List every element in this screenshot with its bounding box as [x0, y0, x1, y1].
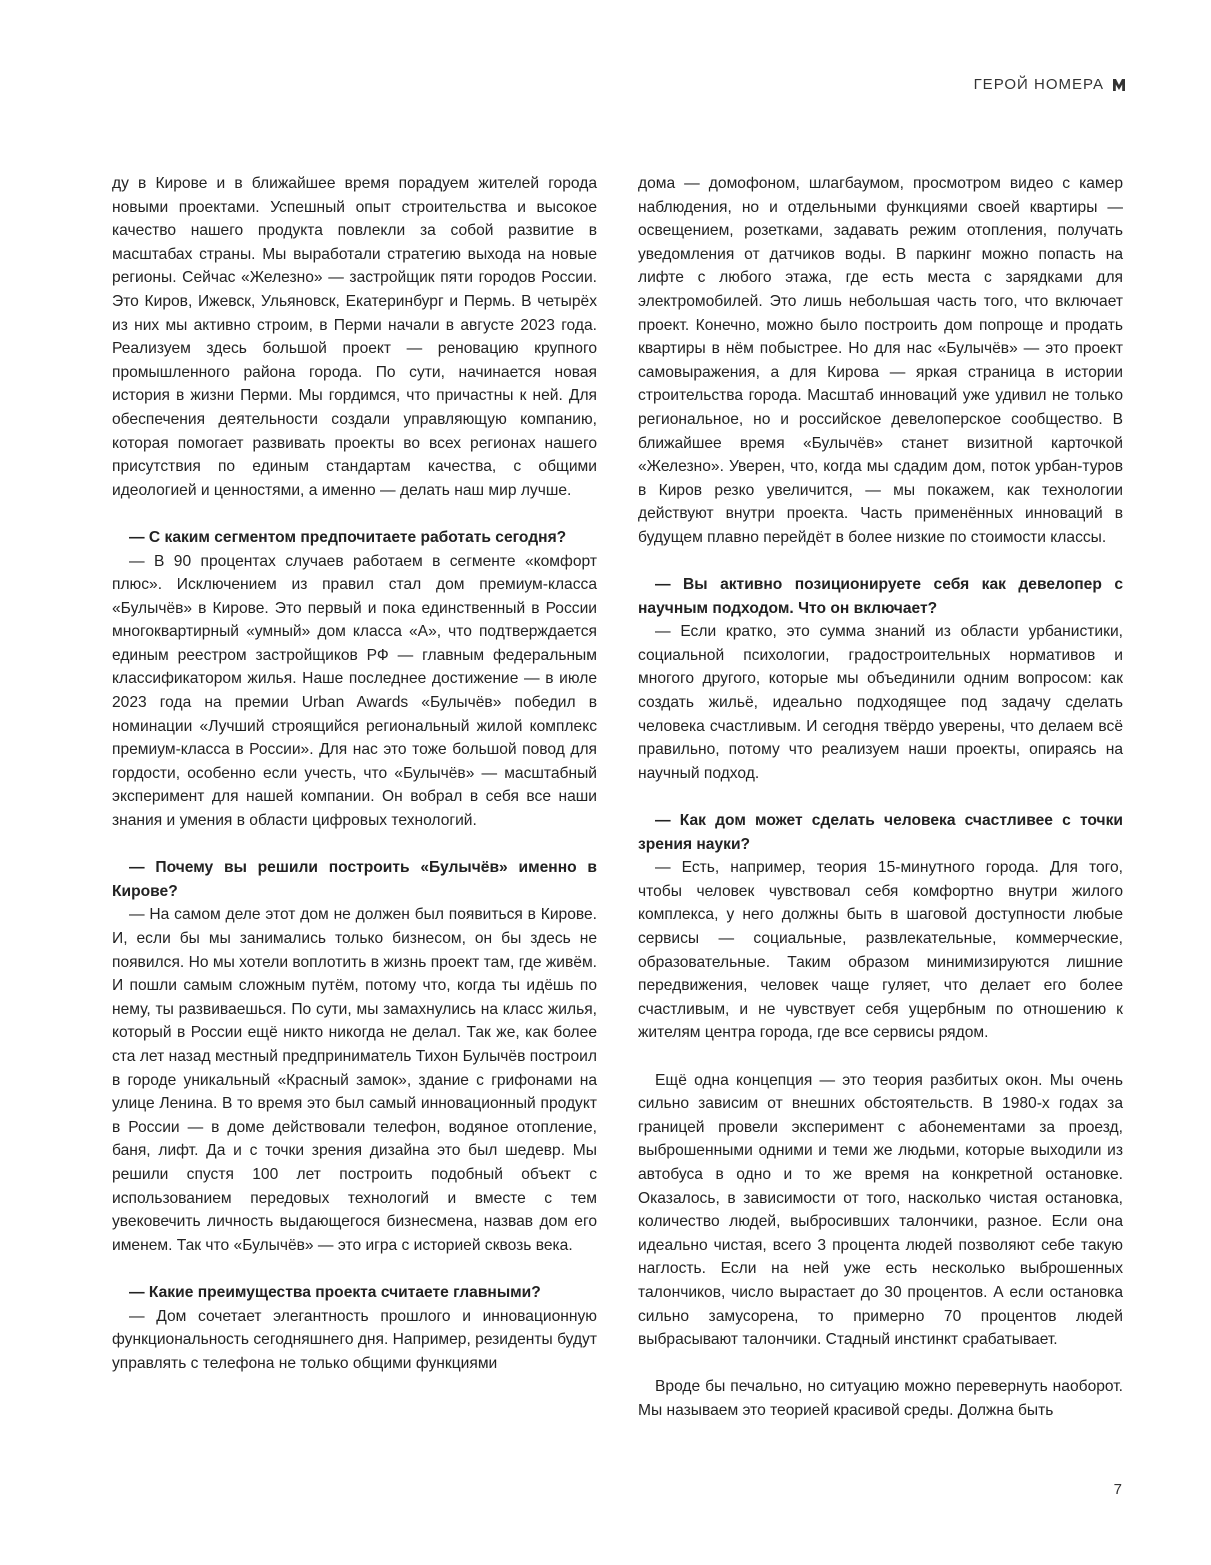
paragraph-continuation: дома — домофоном, шлагбаумом, просмотром видео с камер наблюдения, но и отдельными функциями своей квартиры — освещением, розетками, задавать режим отопления, получать уведомления от датчиков воды. В паркинг можно попасть на лифте с любого этажа, где есть места с зарядками для электромобилей. Это лишь небольшая часть того, что включает проект. Конечно, можно было построить дом попроще и продать квартиры в нём побыстрее. Но для нас «Булычёв» — это проект самовыражения, а для Кирова — яркая страница в истории строительства города. Масштаб инноваций уже удивил не только региональное, но и российское девелоперское сообщество. В ближайшее время «Булычёв» станет визитной карточкой «Железно». Уверен, что, когда мы сдадим дом, поток урбан-туров в Киров резко увеличится, — мы покажем, как технологии действуют внутри проекта. Часть применённых инноваций в будущем плавно перейдёт в более низкие по стоимости классы.: [638, 175, 1123, 546]
interview-answer: — Если кратко, это сумма знаний из области урбанистики, социальной психологии, градостроительных нормативов и многого другого, которые мы объединили одним вопросом: как создать жильё, идеально подходящее под задачу сделать человека счастливым. И сегодня твёрдо уверены, что делаем всё правильно, потому что реализуем наши проекты, опираясь на научный подход.: [638, 623, 1123, 782]
running-header: [974, 76, 1125, 93]
interview-question: — Почему вы решили построить «Булычёв» именно в Кирове?: [112, 859, 597, 900]
interview-question: — Вы активно позиционируете себя как девелопер с научным подходом. Что он включает?: [638, 576, 1123, 617]
interview-question: — С каким сегментом предпочитаете работать сегодня?: [129, 528, 567, 546]
paragraph-continuation: ду в Кирове и в ближайшее время порадуем жителей города новыми проектами. Успешный опыт строительства и высокое качество нашего продукта повлекли за собой развитие в масштабах страны. Мы выработали стратегию выхода на новые регионы. Сейчас «Железно» — застройщик пяти городов России. Это Киров, Ижевск, Ульяновск, Екатеринбург и Пермь. В четырёх из них мы активно строим, в Перми начали в августе 2023 года. Реализуем здесь большой проект — реновацию крупного промышленного района города. По сути, начинается новая история в жизни Перми. Мы гордимся, что причастны к ней. Для обеспечения деятельности создали управляющую компанию, которая помогает развивать проекты во всех регионах нашего присутствия по единым стандартам качества, с общими идеологией и ценностями, а именно — делать наш мир лучше.: [112, 175, 597, 499]
interview-answer: — Есть, например, теория 15-минутного города. Для того, чтобы человек чувствовал себя комфортно внутри жилого комплекса, у него должны быть в шаговой доступности любые сервисы — социальные, развлекательные, коммерческие, образовательные. Таким образом минимизируются лишние передвижения, человек чаще гуляет, что делает его более счастливым, и не чувствует себя ущербным по отношению к жителям центра города, где все сервисы рядом.: [638, 859, 1123, 1042]
article-column-right: [638, 172, 1123, 1422]
section-title: ГЕРОЙ НОМЕРА: [973, 76, 1104, 93]
page-number: 7: [1113, 1481, 1122, 1498]
interview-answer: — Дом сочетает элегантность прошлого и инновационную функциональность сегодняшнего дня. Например, резиденты будут управлять с телефона не только общими функциями: [112, 1307, 597, 1372]
interview-answer: — На самом деле этот дом не должен был появиться в Кирове. И, если бы мы занимались только бизнесом, он бы здесь не появился. Но мы хотели воплотить в жизнь проект там, где живём. И пошли самым сложным путём, потому что, когда ты идёшь по нему, ты развиваешься. По сути, мы замахнулись на класс жилья, который в России ещё никто никогда не делал. Так же, как более ста лет назад местный предприниматель Тихон Булычёв построил в городе уникальный «Красный замок», здание с грифонами на улице Ленина. В то время это был самый инновационный продукт в России — в доме действовали телефон, водяное отопление, баня, лифт. Да и с точки зрения дизайна это был шедевр. Мы решили спустя 100 лет построить подобный объект с использованием передовых технологий и вместе с тем увековечить личность выдающегося бизнесмена, назвав дом его именем. Так что «Булычёв» — это игра с историей сквозь века.: [112, 906, 597, 1254]
interview-question: — Какие преимущества проекта считаете главными?: [129, 1283, 541, 1301]
interview-question: — Как дом может сделать человека счастливее с точки зрения науки?: [638, 812, 1123, 853]
body-paragraph: Ещё одна концепция — это теория разбитых окон. Мы очень сильно зависим от внешних обстоятельств. В 1980-х годах за границей провели эксперимент с абонементами за проезд, выброшенными одними и теми же людьми, которые выходили из автобуса в одно и то же время на конкретной остановке. Оказалось, в зависимости от того, насколько чистая остановка, количество людей, выбросивших талончики, разное. Если она идеально чистая, всего 3 процента людей позволяют себе такую наглость. Если на ней уже есть несколько выброшенных талончиков, число вырастает до 30 процентов. А если остановка сильно замусорена, то примерно 70 процентов людей выбрасывают талончики. Стадный инстинкт срабатывает.: [638, 1071, 1123, 1349]
body-paragraph: Вроде бы печально, но ситуацию можно перевернуть наоборот. Мы называем это теорией красивой среды. Должна быть: [638, 1378, 1123, 1419]
interview-answer: — В 90 процентах случаев работаем в сегменте «комфорт плюс». Исключением из правил стал дом премиум-класса «Булычёв» в Кирове. Это первый и пока единственный в России многоквартирный «умный» дом класса «А», что подтверждается единым реестром застройщиков РФ — главным федеральным классификатором жилья. Наше последнее достижение — в июле 2023 года на премии Urban Awards «Булычёв» победил в номинации «Лучший строящийся региональный жилой комплекс премиум-класса в России». Для нас это тоже большой повод для гордости, особенно если учесть, что «Булычёв» — масштабный эксперимент для нашей компании. Он вобрал в себя все наши знания и умения в области цифровых технологий.: [112, 552, 597, 830]
magazine-logo-icon: [1113, 79, 1125, 91]
article-column-left: [112, 172, 597, 1375]
